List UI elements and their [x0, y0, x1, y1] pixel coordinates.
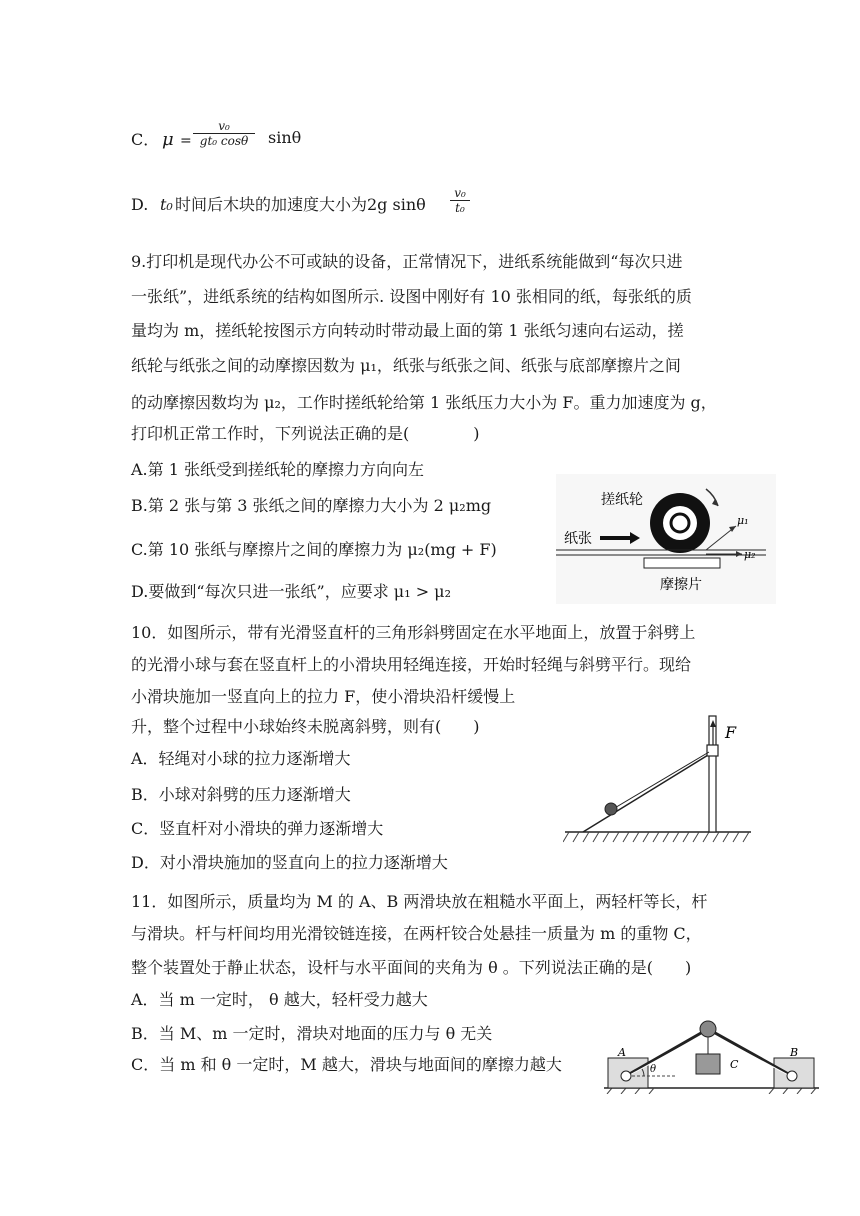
- q8-d-t0: t₀: [160, 195, 173, 214]
- q11-fig-label-a: A: [618, 1046, 626, 1059]
- q9-line-5: 的动摩擦因数均为 μ₂，工作时搓纸轮给第 1 张纸压力大小为 F。重力加速度为 g，: [131, 393, 717, 412]
- q11-option-a: A．当 m 一定时， θ 越大，轻杆受力越大: [131, 990, 428, 1009]
- q8-d-denominator: t₀: [455, 201, 465, 215]
- q8-d-numerator: v₀: [450, 186, 470, 201]
- q9-fig-paper-label: 纸张: [564, 531, 592, 547]
- q9-line-2: 一张纸”，进纸系统的结构如图所示. 设图中刚好有 10 张相同的纸，每张纸的质: [131, 287, 692, 306]
- q11-fig-label-b: B: [790, 1046, 799, 1059]
- q9-option-a: A.第 1 张纸受到搓纸轮的摩擦力方向向左: [131, 460, 424, 479]
- q11-weight-c: [696, 1054, 720, 1074]
- q8-c-mu: μ: [162, 129, 174, 150]
- q8-c-denominator: gt₀ cosθ: [199, 134, 249, 148]
- q10-line-4: 升，整个过程中小球始终未脱离斜劈，则有( ): [131, 717, 480, 736]
- q8-c-numerator: v₀: [193, 119, 255, 134]
- hinge-a-icon: [621, 1071, 631, 1081]
- q10-line-3: 小滑块施加一竖直向上的拉力 F，使小滑块沿杆缓慢上: [131, 687, 516, 706]
- q10-fig-force-label: F: [725, 723, 737, 742]
- q10-slider-block: [707, 745, 718, 756]
- q9-fig-mu2: μ₂: [744, 548, 756, 561]
- hinge-b-icon: [787, 1071, 797, 1081]
- q9-fig-mu1: μ₁: [737, 514, 749, 527]
- q9-line-6: 打印机正常工作时，下列说法正确的是( ): [131, 424, 480, 443]
- q11-fig-theta: θ: [650, 1064, 657, 1075]
- q10-option-d: D．对小滑块施加的竖直向上的拉力逐渐增大: [131, 853, 448, 872]
- q11-fig-label-c: C: [730, 1058, 739, 1071]
- q8-option-c: [131, 129, 159, 151]
- q10-option-b: B．小球对斜劈的压力逐渐增大: [131, 785, 351, 804]
- q10-line-1: 10．如图所示，带有光滑竖直杆的三角形斜劈固定在水平地面上，放置于斜劈上: [131, 623, 696, 642]
- q9-line-4: 纸轮与纸张之间的动摩擦因数为 μ₁，纸张与纸张之间、纸张与底部摩擦片之间: [131, 356, 681, 375]
- q8-d-label: D.: [131, 195, 149, 214]
- q11-line-2: 与滑块。杆与杆间均用光滑铰链连接，在两杆铰合处悬挂一质量为 m 的重物 C，: [131, 924, 702, 943]
- q11-option-b: B．当 M、m 一定时，滑块对地面的压力与 θ 无关: [131, 1024, 493, 1043]
- hinge-top-icon: [700, 1021, 716, 1037]
- q9-option-d: D.要做到“每次只进一张纸”，应要求 μ₁ > μ₂: [131, 582, 451, 601]
- q8-c-equals: =: [180, 133, 192, 149]
- q9-line-1: 9.打印机是现代办公不可或缺的设备，正常情况下，进纸系统能做到“每次只进: [131, 252, 683, 271]
- q11-line-3: 整个装置处于静止状态，设杆与水平面间的夹角为 θ 。下列说法正确的是( ): [131, 958, 692, 977]
- q10-line-2: 的光滑小球与套在竖直杆上的小滑块用轻绳连接，开始时轻绳与斜劈平行。现给: [131, 655, 692, 674]
- q9-fig-roller-label: 搓纸轮: [601, 492, 643, 508]
- q11-line-1: 11．如图所示，质量均为 M 的 A、B 两滑块放在粗糙水平面上，两轻杆等长，杆: [131, 892, 708, 911]
- ball-icon: [605, 803, 617, 815]
- q8-c-tail: sinθ: [268, 128, 302, 147]
- q11-sliders-figure: [604, 1012, 824, 1094]
- q9-option-c: C.第 10 张纸与摩擦片之间的摩擦力为 μ₂(mg + F): [131, 540, 497, 559]
- q10-option-a: A．轻绳对小球的拉力逐渐增大: [131, 749, 351, 768]
- q10-option-c: C．竖直杆对小滑块的弹力逐渐增大: [131, 819, 384, 838]
- q8-option-d: [131, 194, 148, 216]
- q8-d-text: 时间后木块的加速度大小为2g sinθ: [175, 195, 426, 214]
- q9-fig-pad-label: 摩擦片: [660, 577, 702, 593]
- q9-option-b: B.第 2 张与第 3 张纸之间的摩擦力大小为 2 μ₂mg: [131, 496, 492, 515]
- q8-c-fraction: [193, 119, 255, 148]
- q9-paper-feed-figure: [556, 474, 776, 604]
- q9-line-3: 量均为 m，搓纸轮按图示方向转动时带动最上面的第 1 张纸匀速向右运动，搓: [131, 321, 684, 340]
- q10-wedge-figure: [563, 712, 753, 848]
- q8-d-fraction: [450, 186, 470, 215]
- q8-c-label: C．: [131, 130, 160, 149]
- q11-option-c: C．当 m 和 θ 一定时，M 越大，滑块与地面间的摩擦力越大: [131, 1055, 562, 1074]
